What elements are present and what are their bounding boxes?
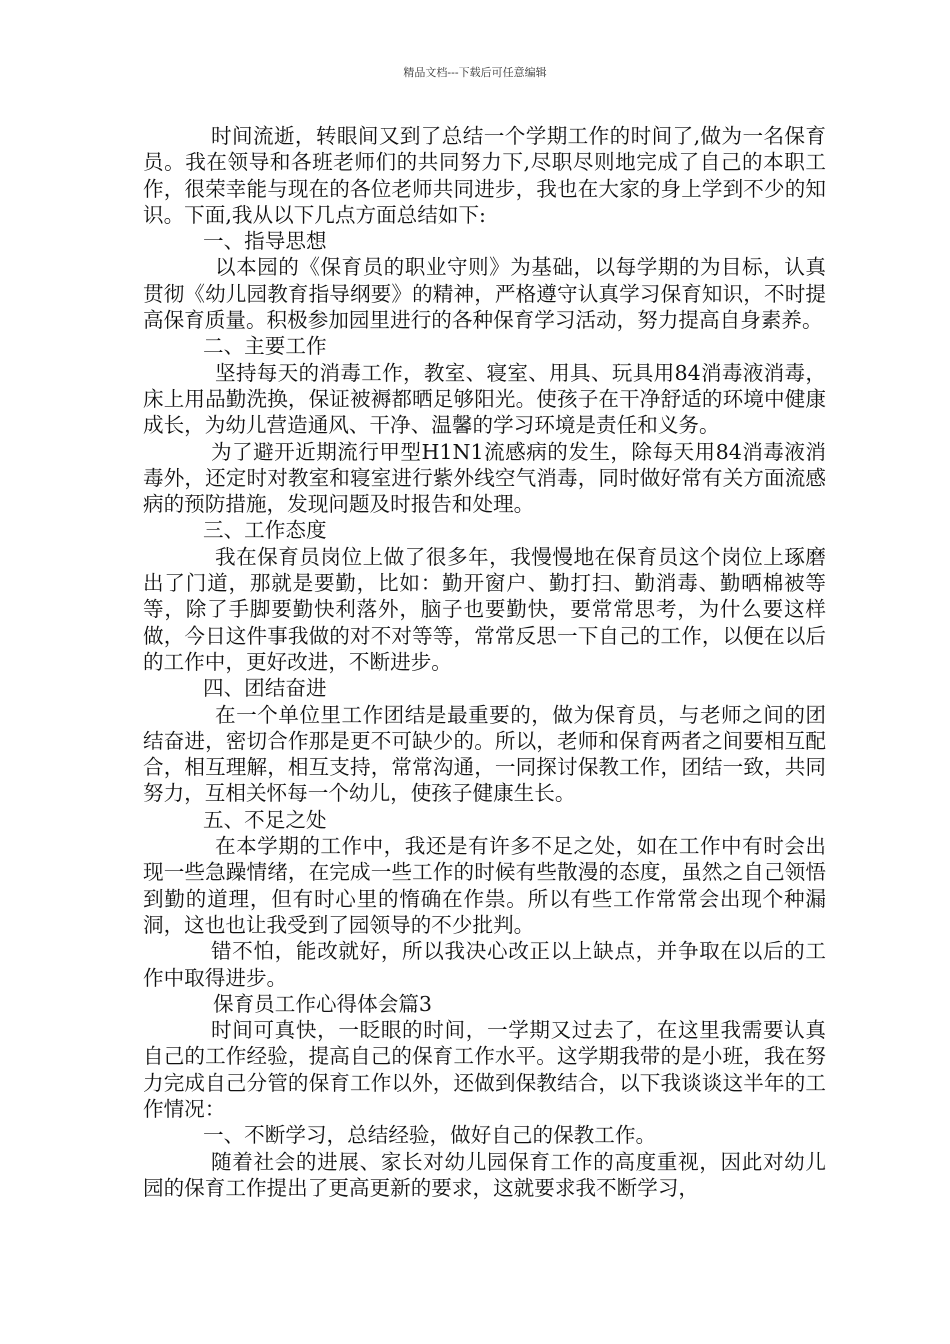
section-heading-unity: 四、团结奋进: [203, 676, 327, 701]
section-heading-guiding-thought: 一、指导思想: [203, 229, 327, 254]
paragraph-keep-learning: 随着社会的进展、家长对幼儿园保育工作的高度重视，因此对幼儿园的保育工作提出了更高更新的要求，这就要求我不断学习，: [143, 1149, 826, 1200]
paragraph-shortcomings-2: 错不怕，能改就好，所以我决心改正以上缺点，并争取在以后的工作中取得进步。: [143, 939, 826, 990]
article-title-part3: 保育员工作心得体会篇3: [213, 991, 433, 1016]
paragraph-guiding-thought: 以本园的《保育员的职业守则》为基础，以每学期的为目标，认真贯彻《幼儿园教育指导纲要》的精神，严格遵守认真学习保育知识，不时提高保育质量。积极参加园里进行的各种保育学习活动，努力提高自身素养。: [143, 255, 826, 333]
paragraph-part3-intro: 时间可真快，一眨眼的时间，一学期又过去了，在这里我需要认真自己的工作经验，提高自己的保育工作水平。这学期我带的是小班，我在努力完成自己分管的保育工作以外，还做到保教结合，以下我谈谈这半年的工作情况：: [143, 1018, 826, 1121]
paragraph-attitude: 我在保育员岗位上做了很多年，我慢慢地在保育员这个岗位上琢磨出了门道，那就是要勤，比如：勤开窗户、勤打扫、勤消毒、勤晒棉被等等，除了手脚要勤快利落外，脑子也要勤快，要常常思考，为什么要这样做，今日这件事我做的对不对等等，常常反思一下自己的工作，以便在以后的工作中，更好改进，不断进步。: [143, 544, 826, 674]
section-heading-main-work: 二、主要工作: [203, 334, 327, 359]
paragraph-intro: 时间流逝，转眼间又到了总结一个学期工作的时间了,做为一名保育员。我在领导和各班老师们的共同努力下,尽职尽则地完成了自己的本职工作，很荣幸能与现在的各位老师共同进步，我也在大家的身上学到不少的知识。下面,我从以下几点方面总结如下:: [143, 124, 826, 227]
paragraph-main-work-1: 坚持每天的消毒工作，教室、寝室、用具、玩具用84消毒液消毒，床上用品勤洗换，保证被褥都晒足够阳光。使孩子在干净舒适的环境中健康成长，为幼儿营造通风、干净、温馨的学习环境是责任和义务。: [143, 360, 826, 438]
paragraph-shortcomings-1: 在本学期的工作中，我还是有许多不足之处，如在工作中有时会出现一些急躁情绪，在完成一些工作的时候有些散漫的态度，虽然之自己领悟到勤的道理，但有时心里的惰确在作祟。所以有些工作常常会出现个种漏洞，这也也让我受到了园领导的不少批判。: [143, 834, 826, 937]
section-heading-shortcomings: 五、不足之处: [203, 807, 327, 832]
section-heading-attitude: 三、工作态度: [203, 518, 327, 543]
document-body: [143, 123, 826, 1201]
section-heading-keep-learning: 一、不断学习，总结经验，做好自己的保教工作。: [203, 1123, 657, 1148]
paragraph-unity: 在一个单位里工作团结是最重要的，做为保育员，与老师之间的团结奋进，密切合作那是更不可缺少的。所以，老师和保育两者之间要相互配合，相互理解，相互支持，常常沟通，一同探讨保教工作，团结一致，共同努力，互相关怀每一个幼儿，使孩子健康生长。: [143, 702, 826, 806]
paragraph-main-work-2: 为了避开近期流行甲型H1N1流感病的发生，除每天用84消毒液消毒外，还定时对教室和寝室进行紫外线空气消毒，同时做好常有关方面流感病的预防措施，发现问题及时报告和处理。: [143, 439, 826, 517]
page-header: 精品文档---下载后可任意编辑: [403, 66, 547, 79]
